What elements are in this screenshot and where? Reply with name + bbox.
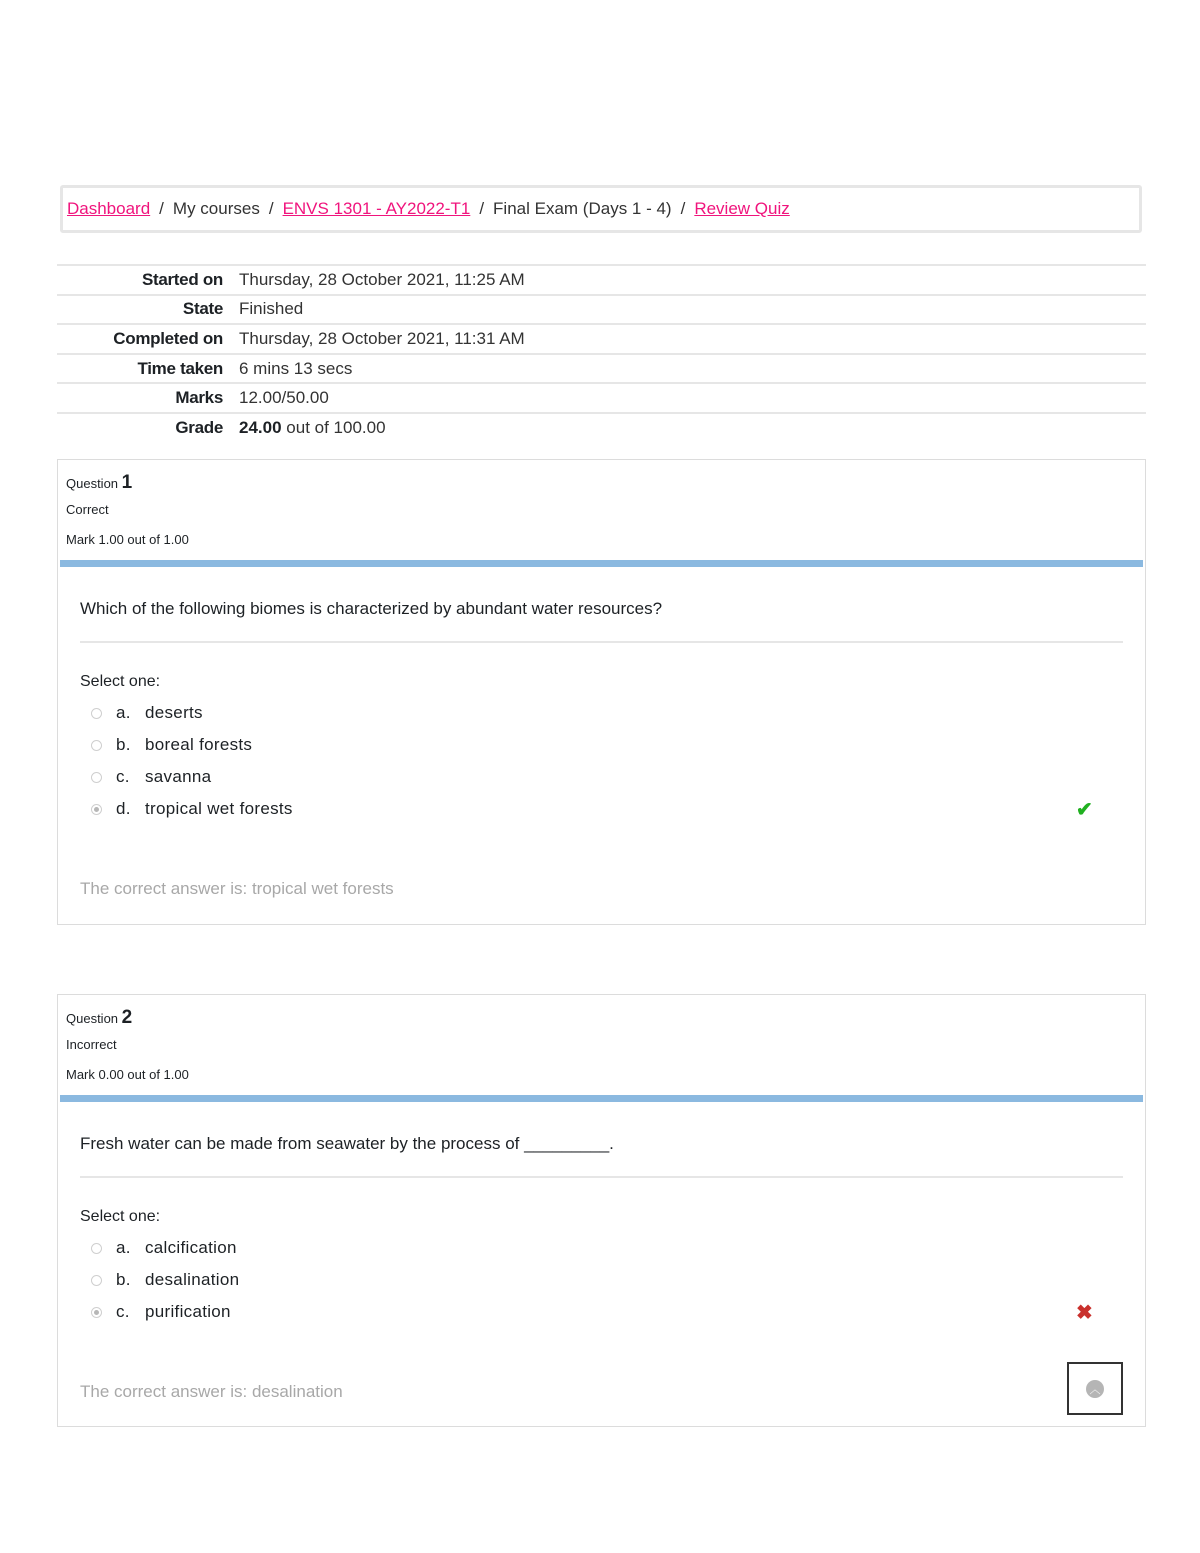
answer-text: calcification xyxy=(145,1238,237,1257)
answer-option-c[interactable] xyxy=(80,761,1123,793)
summary-value xyxy=(239,413,1146,443)
answer-letter: a. xyxy=(116,1238,131,1257)
breadcrumb-course-link[interactable]: ENVS 1301 - AY2022-T1 xyxy=(282,199,471,218)
answer-option-a[interactable] xyxy=(80,1232,1123,1264)
breadcrumb-separator: / xyxy=(268,199,274,218)
answer-option-b[interactable] xyxy=(80,729,1123,761)
answer-letter: b. xyxy=(116,735,131,754)
summary-row-grade xyxy=(57,413,1146,443)
summary-value: 12.00/50.00 xyxy=(239,388,329,408)
question-text: Which of the following biomes is characterized by abundant water resources? xyxy=(80,567,1123,643)
question-block-1 xyxy=(57,459,1146,925)
question-state: Incorrect xyxy=(66,1037,117,1052)
summary-value: Thursday, 28 October 2021, 11:25 AM xyxy=(239,269,525,289)
radio-button-selected[interactable] xyxy=(91,1307,102,1318)
answer-text: savanna xyxy=(145,767,212,786)
question-state: Correct xyxy=(66,502,109,517)
summary-label: Marks xyxy=(175,388,223,408)
question-divider-bar xyxy=(60,560,1143,567)
summary-row-started xyxy=(57,265,1146,295)
summary-label: Completed on xyxy=(113,328,223,348)
radio-button-selected[interactable] xyxy=(91,804,102,815)
cross-icon: ✖ xyxy=(1075,1301,1093,1324)
answer-letter: b. xyxy=(116,1270,131,1289)
question-content xyxy=(58,1102,1145,1328)
radio-button[interactable] xyxy=(91,1243,102,1254)
answer-letter: c. xyxy=(116,1302,130,1321)
answer-letter: c. xyxy=(116,767,130,786)
question-info xyxy=(58,460,1145,560)
answer-option-a[interactable] xyxy=(80,697,1123,729)
breadcrumb-dashboard-link[interactable]: Dashboard xyxy=(67,199,151,218)
question-text: Fresh water can be made from seawater by the process of _________. xyxy=(80,1102,1123,1178)
question-number: Question 2 xyxy=(66,1007,133,1028)
breadcrumb-separator: / xyxy=(159,199,164,218)
correct-answer-feedback: The correct answer is: desalination xyxy=(80,1382,343,1401)
summary-value: Finished xyxy=(239,299,304,319)
answer-list xyxy=(80,1232,1123,1328)
summary-value: Thursday, 28 October 2021, 11:31 AM xyxy=(239,328,525,348)
breadcrumb-my-courses: My courses xyxy=(172,199,260,218)
question-divider-bar xyxy=(60,1095,1143,1102)
grade-suffix: out of 100.00 xyxy=(286,418,386,438)
answer-option-b[interactable] xyxy=(80,1264,1123,1296)
answer-list xyxy=(80,697,1123,825)
summary-label: State xyxy=(182,299,223,319)
answer-text: boreal forests xyxy=(145,735,253,754)
summary-row-time xyxy=(57,354,1146,384)
question-mark: Mark 0.00 out of 1.00 xyxy=(66,1067,189,1082)
breadcrumb xyxy=(60,185,1142,233)
summary-label: Grade xyxy=(175,418,223,438)
question-info xyxy=(58,995,1145,1095)
radio-button[interactable] xyxy=(91,708,102,719)
answer-option-d[interactable] xyxy=(80,793,1123,825)
summary-value: 6 mins 13 secs xyxy=(239,358,353,378)
select-one-prompt: Select one: xyxy=(80,673,161,690)
breadcrumb-separator: / xyxy=(680,199,686,218)
question-content xyxy=(58,567,1145,825)
back-to-top-button[interactable] xyxy=(1067,1362,1123,1415)
radio-button[interactable] xyxy=(91,1275,102,1286)
radio-button[interactable] xyxy=(91,740,102,751)
answer-letter: d. xyxy=(116,799,131,818)
select-one-prompt: Select one: xyxy=(80,1208,161,1225)
check-icon: ✔ xyxy=(1075,798,1093,821)
breadcrumb-separator: / xyxy=(479,199,485,218)
radio-button[interactable] xyxy=(91,772,102,783)
question-mark: Mark 1.00 out of 1.00 xyxy=(66,532,189,547)
summary-label: Time taken xyxy=(137,358,223,378)
summary-row-state xyxy=(57,295,1146,325)
breadcrumb-review-link[interactable]: Review Quiz xyxy=(694,199,790,218)
breadcrumb-exam: Final Exam (Days 1 - 4) xyxy=(493,199,672,218)
summary-label: Started on xyxy=(141,269,223,289)
answer-option-c[interactable] xyxy=(80,1296,1123,1328)
question-number: Question 1 xyxy=(66,472,133,493)
answer-text: deserts xyxy=(145,703,203,722)
summary-row-completed xyxy=(57,324,1146,354)
summary-row-marks xyxy=(57,383,1146,413)
correct-answer-feedback: The correct answer is: tropical wet forests xyxy=(80,879,394,898)
answer-text: tropical wet forests xyxy=(145,799,293,818)
attempt-summary-table xyxy=(57,264,1146,443)
question-block-2 xyxy=(57,994,1146,1427)
answer-text: purification xyxy=(145,1302,231,1321)
answer-text: desalination xyxy=(145,1270,240,1289)
answer-letter: a. xyxy=(116,703,131,722)
chevron-up-icon: ︿ xyxy=(1086,1380,1104,1398)
grade-score: 24.00 xyxy=(239,418,282,438)
